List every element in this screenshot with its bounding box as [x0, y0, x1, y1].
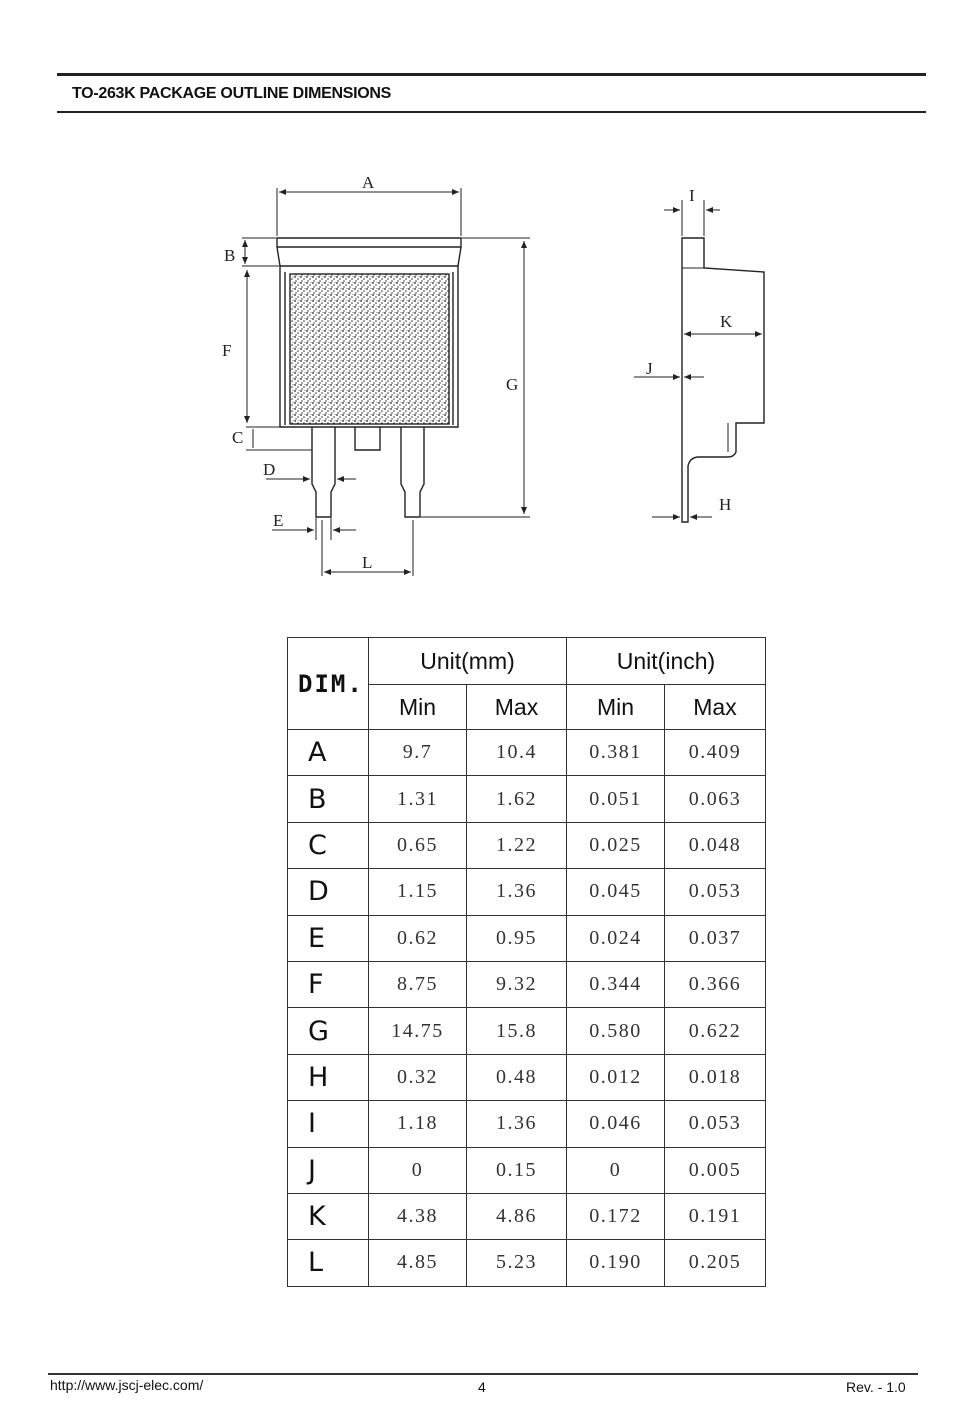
- value-cell-in-max: 0.005: [665, 1147, 766, 1193]
- value-cell-mm-max: 0.15: [467, 1147, 567, 1193]
- table-row: [288, 1101, 766, 1147]
- value-cell-mm-min: 1.18: [369, 1101, 467, 1147]
- unit-inch-header: Unit(inch): [567, 638, 766, 685]
- footer-url: http://www.jscj-elec.com/: [50, 1377, 204, 1393]
- value-cell-mm-min: 0.62: [369, 915, 467, 961]
- dimension-letter-cell: G: [288, 1008, 369, 1054]
- table-row: [288, 1193, 766, 1239]
- table-row: [288, 915, 766, 961]
- value-cell-in-min: 0.025: [567, 822, 665, 868]
- dimension-letter-cell: E: [288, 915, 369, 961]
- value-cell-mm-min: 0: [369, 1147, 467, 1193]
- inch-min-header: Min: [567, 685, 665, 730]
- dimensions-table: [287, 637, 766, 1287]
- side-view: [634, 200, 764, 522]
- value-cell-in-min: 0: [567, 1147, 665, 1193]
- dimension-letter-cell: F: [288, 961, 369, 1007]
- dimension-letter-cell: A: [288, 730, 369, 776]
- value-cell-in-min: 0.045: [567, 869, 665, 915]
- value-cell-mm-min: 14.75: [369, 1008, 467, 1054]
- value-cell-mm-min: 4.38: [369, 1193, 467, 1239]
- page-title: TO-263K PACKAGE OUTLINE DIMENSIONS: [72, 85, 392, 102]
- table-row: [288, 1240, 766, 1286]
- value-cell-in-max: 0.409: [665, 730, 766, 776]
- value-cell-mm-max: 1.62: [467, 776, 567, 822]
- footer-rule: [48, 1373, 918, 1375]
- value-cell-mm-max: 1.22: [467, 822, 567, 868]
- value-cell-mm-min: 0.32: [369, 1054, 467, 1100]
- mm-min-header: Min: [369, 685, 467, 730]
- value-cell-mm-max: 15.8: [467, 1008, 567, 1054]
- revision-label: Rev. - 1.0: [846, 1379, 906, 1395]
- value-cell-in-min: 0.381: [567, 730, 665, 776]
- value-cell-in-min: 0.024: [567, 915, 665, 961]
- dimension-letter-cell: J: [288, 1147, 369, 1193]
- value-cell-in-min: 0.012: [567, 1054, 665, 1100]
- dimension-letter-cell: I: [288, 1101, 369, 1147]
- table-row: [288, 1147, 766, 1193]
- dimension-letter-cell: L: [288, 1240, 369, 1286]
- page-number: 4: [478, 1379, 486, 1395]
- table-row: [288, 730, 766, 776]
- value-cell-in-max: 0.366: [665, 961, 766, 1007]
- dim-label-c: C: [232, 428, 244, 447]
- value-cell-in-max: 0.018: [665, 1054, 766, 1100]
- value-cell-in-max: 0.037: [665, 915, 766, 961]
- value-cell-mm-min: 4.85: [369, 1240, 467, 1286]
- front-view: [242, 188, 530, 576]
- dim-label-j: J: [646, 359, 653, 378]
- table-row: [288, 776, 766, 822]
- value-cell-mm-max: 1.36: [467, 869, 567, 915]
- table-row: [288, 869, 766, 915]
- value-cell-in-max: 0.063: [665, 776, 766, 822]
- dimension-letter-cell: B: [288, 776, 369, 822]
- value-cell-mm-min: 0.65: [369, 822, 467, 868]
- value-cell-in-max: 0.191: [665, 1193, 766, 1239]
- table-row: [288, 822, 766, 868]
- package-outline-drawing: [0, 0, 968, 620]
- value-cell-mm-max: 10.4: [467, 730, 567, 776]
- dim-label-i: I: [689, 186, 695, 205]
- value-cell-in-min: 0.051: [567, 776, 665, 822]
- table-header-row-units: [288, 638, 766, 685]
- table-row: [288, 1054, 766, 1100]
- dimension-letter-cell: C: [288, 822, 369, 868]
- dim-label-k: K: [720, 312, 733, 331]
- value-cell-mm-max: 0.95: [467, 915, 567, 961]
- table-row: [288, 961, 766, 1007]
- dim-label-d: D: [263, 460, 276, 479]
- value-cell-in-min: 0.344: [567, 961, 665, 1007]
- value-cell-in-max: 0.205: [665, 1240, 766, 1286]
- dim-label-f: F: [222, 341, 232, 360]
- value-cell-mm-max: 1.36: [467, 1101, 567, 1147]
- dim-label-e: E: [273, 511, 284, 530]
- value-cell-mm-max: 9.32: [467, 961, 567, 1007]
- dim-label-l: L: [362, 553, 373, 572]
- value-cell-in-min: 0.172: [567, 1193, 665, 1239]
- value-cell-mm-min: 1.15: [369, 869, 467, 915]
- dimension-letter-cell: D: [288, 869, 369, 915]
- value-cell-in-max: 0.053: [665, 1101, 766, 1147]
- table-row: [288, 1008, 766, 1054]
- mm-max-header: Max: [467, 685, 567, 730]
- value-cell-in-max: 0.622: [665, 1008, 766, 1054]
- value-cell-in-min: 0.190: [567, 1240, 665, 1286]
- value-cell-mm-min: 9.7: [369, 730, 467, 776]
- dimensions-table-body: [288, 730, 766, 1287]
- dim-label-a: A: [362, 173, 375, 192]
- value-cell-mm-max: 0.48: [467, 1054, 567, 1100]
- dimension-letter-cell: H: [288, 1054, 369, 1100]
- value-cell-mm-min: 8.75: [369, 961, 467, 1007]
- unit-mm-header: Unit(mm): [369, 638, 567, 685]
- dim-label-g: G: [506, 375, 519, 394]
- value-cell-in-min: 0.046: [567, 1101, 665, 1147]
- value-cell-mm-max: 4.86: [467, 1193, 567, 1239]
- value-cell-mm-min: 1.31: [369, 776, 467, 822]
- value-cell-in-min: 0.580: [567, 1008, 665, 1054]
- dimension-letter-cell: K: [288, 1193, 369, 1239]
- value-cell-mm-max: 5.23: [467, 1240, 567, 1286]
- dim-label-b: B: [224, 246, 236, 265]
- dim-column-header: DIM.: [288, 638, 369, 730]
- value-cell-in-max: 0.053: [665, 869, 766, 915]
- value-cell-in-max: 0.048: [665, 822, 766, 868]
- inch-max-header: Max: [665, 685, 766, 730]
- dim-label-h: H: [719, 495, 732, 514]
